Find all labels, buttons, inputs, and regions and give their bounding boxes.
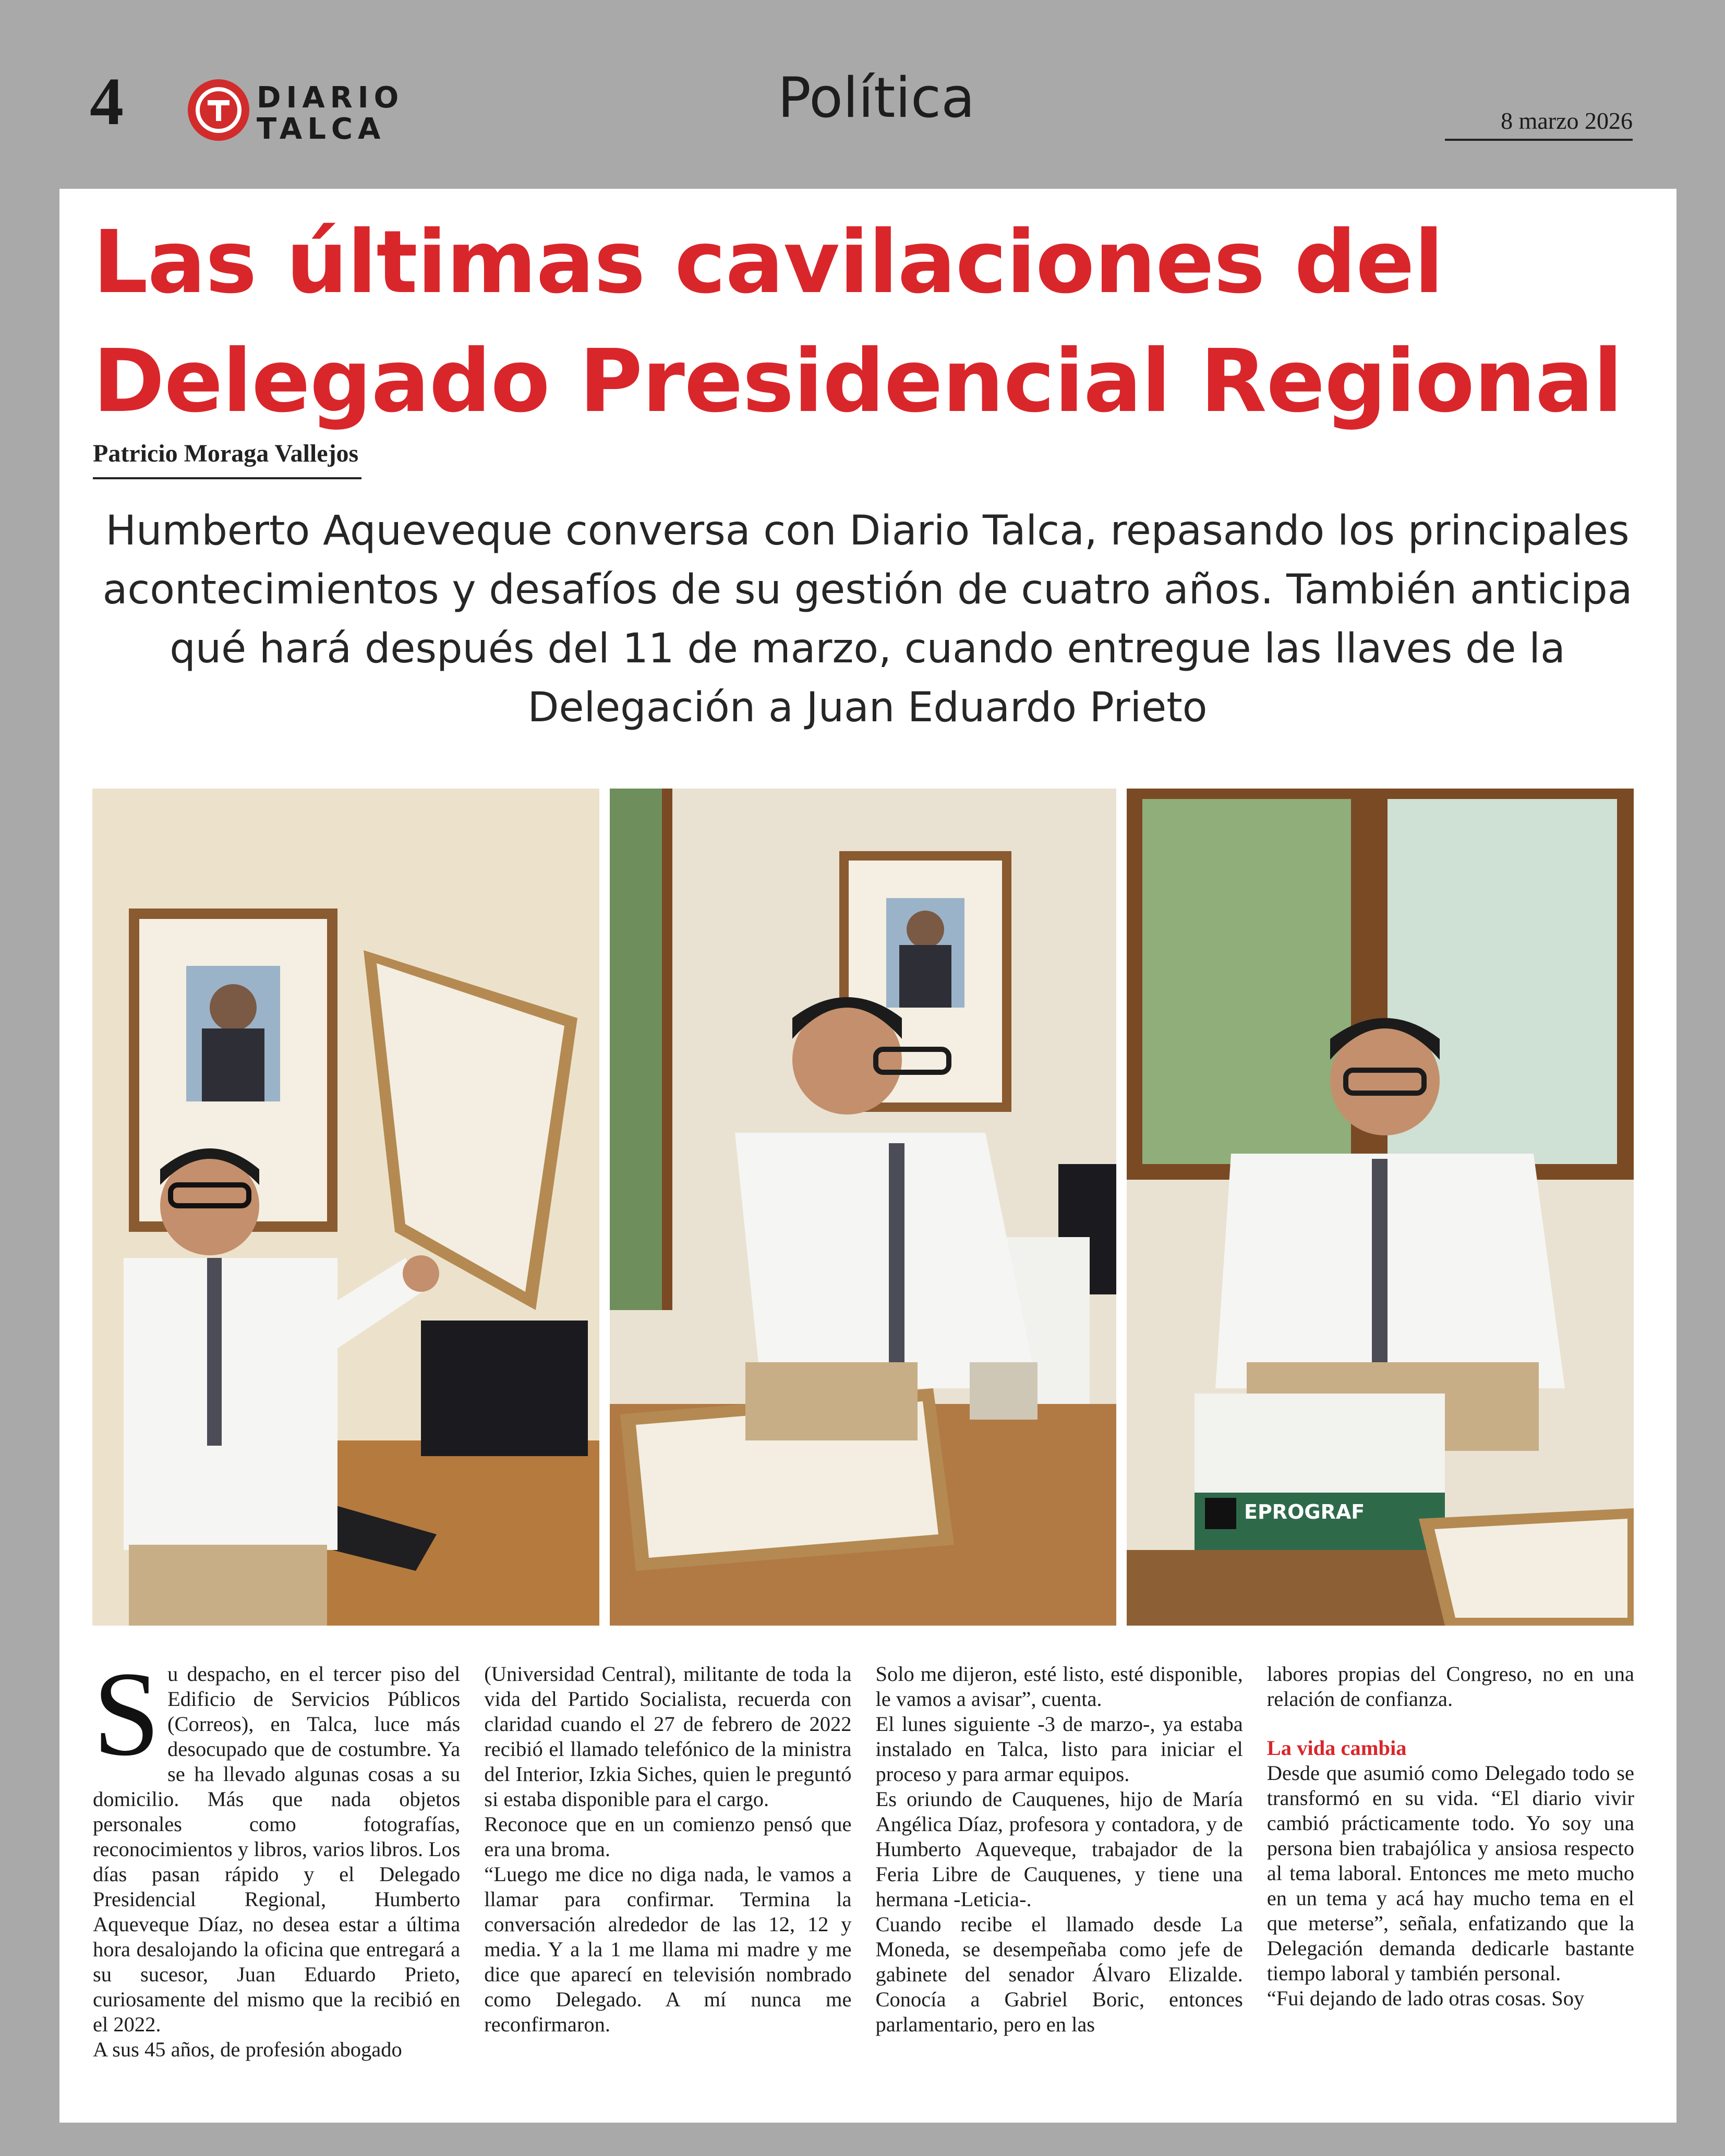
drop-cap: S [93, 1662, 161, 1781]
logo-text-diario: DIARIO [257, 81, 404, 115]
box-label: EPROGRAF [1244, 1500, 1365, 1523]
paragraph: El lunes siguiente -3 de marzo-, ya estaba instalado en Talca, listo para iniciar el proceso y para armar equipos. [875, 1712, 1243, 1786]
subheading: La vida cambia [1266, 1736, 1407, 1760]
paragraph: “Fui dejando de lado otras cosas. Soy [1266, 1987, 1585, 2010]
paragraph: Reconoce que en un comienzo pensó que era una broma. [484, 1812, 852, 1861]
logo-icon [188, 79, 249, 141]
logo-text-talca: TALCA [257, 112, 386, 146]
paragraph: u despacho, en el tercer piso del Edificio de Servicios Públicos (Correos), en Talca, luce más desocupado que de costumbre. Ya se ha llevado algunas cosas a su domicilio. Más que nada objetos personales como fotografías, reconocimientos y libros, varios libros. Los días pasan rápido y el Delegado Presidencial Regional, Humberto Aqueveque Díaz, no desea estar a última hora desalojando la oficina que entregará a su sucesor, Juan Eduardo Prieto, curiosamente del mismo que la recibió en el 2022. [93, 1662, 461, 2036]
headline: Las últimas cavilaciones del Delegado Presidencial Regional [93, 212, 1623, 432]
paragraph: Es oriundo de Cauquenes, hijo de María Angélica Díaz, profesora y contadora, y de Humberto Aqueveque, trabajador de la Feria Libre de Cauquenes, y tiene una hermana -Leticia-. [875, 1787, 1243, 1911]
body-column-3 [876, 1662, 1243, 2094]
body-column-2 [484, 1662, 851, 2094]
article-body [93, 1662, 1634, 2094]
article-sheet [59, 189, 1676, 2123]
paragraph: Desde que asumió como Delegado todo se transformó en su vida. “El diario vivir cambió prácticamente todo. Yo soy una persona bien trabajólica y ansiosa respecto al tema laboral. Entonces me meto mucho en un tema y acá hay mucho tema en el que meterse”, señala, enfatizando que la Delegación demanda dedicarle bastante tiempo laboral y también personal. [1266, 1761, 1634, 1985]
diario-talca-logo [188, 77, 404, 146]
byline: Patricio Moraga Vallejos [93, 439, 361, 479]
photo-packing-frame [610, 789, 1116, 1626]
body-column-1 [93, 1662, 460, 2094]
paragraph: A sus 45 años, de profesión abogado [93, 2038, 402, 2061]
paragraph: Cuando recibe el llamado desde La Moneda, se desempeñaba como jefe de gabinete del senador Álvaro Elizalde. Conocía a Gabriel Boric, entonces parlamentario, pero en las [875, 1912, 1243, 2036]
section-title: Política [777, 66, 975, 130]
issue-date: 8 marzo 2026 [1445, 107, 1633, 141]
page-number: 4 [90, 64, 124, 139]
photo-holding-frame [92, 789, 599, 1626]
photo-box [1127, 789, 1634, 1626]
body-column-4 [1267, 1662, 1634, 2094]
paragraph: “Luego me dice no diga nada, le vamos a llamar para confirmar. Termina la conversación alrededor de las 12, 12 y media. Y a la 1 me llama mi madre y me dice que aparecí en televisión nombrado como Delegado. A mí nunca me reconfirmaron. [484, 1862, 852, 2036]
lead-paragraph: Humberto Aqueveque conversa con Diario Talca, repasando los principales acontecimientos y desafíos de su gestión de cuatro años. También anticipa qué hará después del 11 de marzo, cuando entregue las llaves de la Delegación a Juan Eduardo Prieto [102, 507, 1633, 731]
paragraph: Solo me dijeron, esté listo, esté disponible, le vamos a avisar”, cuenta. [875, 1662, 1243, 1711]
paragraph: labores propias del Congreso, no en una relación de confianza. [1266, 1662, 1634, 1711]
paragraph: (Universidad Central), militante de toda la vida del Partido Socialista, recuerda con claridad cuando el 27 de febrero de 2022 recibió el llamado telefónico de la ministra del Interior, Izkia Siches, quien le preguntó si estaba disponible para el cargo. [484, 1662, 852, 1811]
